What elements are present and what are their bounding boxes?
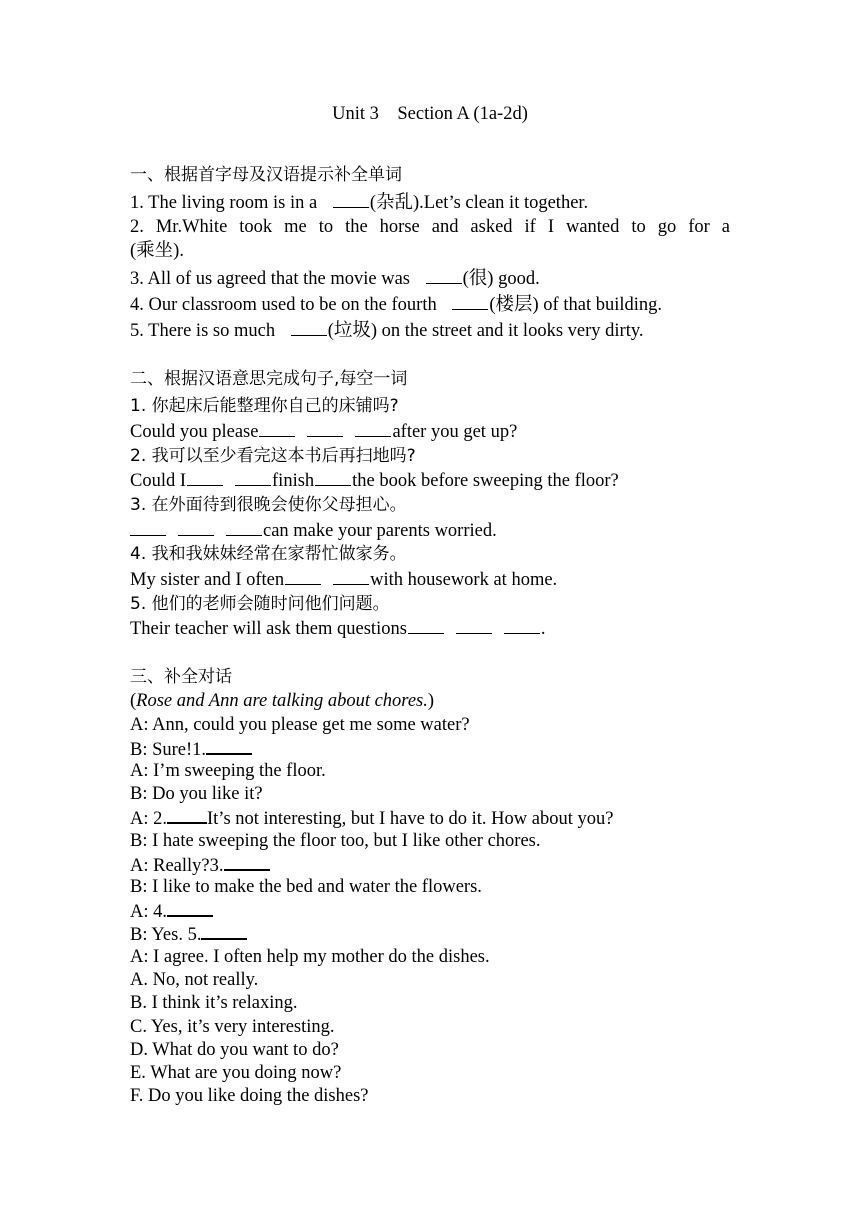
answer-blank[interactable] [130,518,166,536]
s1-question-5: 5. There is so much (垃圾) on the street and it looks very dirty. [130,318,730,343]
section-2-heading: 二、根据汉语意思完成句子,每空一词 [130,369,408,389]
s1-question-1: 1. The living room is in a (杂乱).Let’s clean it together. [130,190,730,215]
dialogue-intro: (Rose and Ann are talking about chores.) [130,691,435,711]
answer-blank[interactable] [206,736,252,755]
option-c: C. Yes, it’s very interesting. [130,1017,335,1037]
answer-blank[interactable] [307,419,343,437]
answer-blank[interactable] [167,898,213,917]
answer-blank[interactable] [201,921,247,940]
s1-question-2-line-1: 2. Mr.White took me to the horse and asked if I wanted to go for a [130,217,730,237]
dialogue-line: A: 2. It’s not interesting, but I have to do it. How about you? [130,805,730,831]
answer-blank[interactable] [315,468,351,486]
dialogue-line: A: I’m sweeping the floor. [130,761,326,781]
s2-question-4: My sister and I often with housework at home. [130,567,730,592]
s2-question-3-chinese: 3. 在外面待到很晚会使你父母担心。 [130,495,407,515]
answer-blank[interactable] [426,266,462,284]
dialogue-line: B: Yes. 5. [130,921,730,947]
dialogue-line: A: 4. [130,898,730,924]
answer-blank[interactable] [187,468,223,486]
answer-blank[interactable] [452,292,488,310]
s2-question-2-chinese: 2. 我可以至少看完这本书后再扫地吗? [130,446,416,466]
page-title: Unit 3 Section A (1a-2d) [332,104,528,124]
s2-question-3: can make your parents worried. [130,518,730,543]
s2-question-5-chinese: 5. 他们的老师会随时问他们问题。 [130,594,390,614]
dialogue-line: B: I hate sweeping the floor too, but I like other chores. [130,831,541,851]
s1-question-2-line-2: (乘坐). [130,241,184,261]
answer-blank[interactable] [504,616,540,634]
option-a: A. No, not really. [130,970,259,990]
answer-blank[interactable] [333,567,369,585]
answer-blank[interactable] [167,805,207,824]
s2-question-5: Their teacher will ask them questions . [130,616,730,641]
answer-blank[interactable] [259,419,295,437]
answer-blank[interactable] [226,518,262,536]
answer-blank[interactable] [285,567,321,585]
answer-blank[interactable] [291,318,327,336]
s1-question-4: 4. Our classroom used to be on the fourth (楼层) of that building. [130,292,730,317]
answer-blank[interactable] [456,616,492,634]
answer-blank[interactable] [235,468,271,486]
s2-question-1-chinese: 1. 你起床后能整理你自己的床铺吗? [130,396,399,416]
answer-blank[interactable] [178,518,214,536]
answer-blank[interactable] [333,190,369,208]
s1-question-3: 3. All of us agreed that the movie was (很) good. [130,266,730,291]
dialogue-line: A: Ann, could you please get me some water? [130,715,470,735]
dialogue-line: A: Really?3. [130,852,730,878]
dialogue-line: A: I agree. I often help my mother do the dishes. [130,947,490,967]
dialogue-line: B: Sure!1. [130,736,730,762]
s2-question-4-chinese: 4. 我和我妹妹经常在家帮忙做家务。 [130,544,407,564]
answer-blank[interactable] [224,852,270,871]
option-b: B. I think it’s relaxing. [130,993,298,1013]
section-1-heading: 一、根据首字母及汉语提示补全单词 [130,165,402,185]
answer-blank[interactable] [355,419,391,437]
answer-blank[interactable] [408,616,444,634]
option-d: D. What do you want to do? [130,1040,339,1060]
s2-question-2: Could I finish the book before sweeping the floor? [130,468,730,493]
section-3-heading: 三、补全对话 [130,667,232,687]
option-f: F. Do you like doing the dishes? [130,1086,369,1106]
dialogue-line: B: I like to make the bed and water the flowers. [130,877,482,897]
option-e: E. What are you doing now? [130,1063,342,1083]
dialogue-line: B: Do you like it? [130,784,263,804]
s2-question-1: Could you please after you get up? [130,419,730,444]
